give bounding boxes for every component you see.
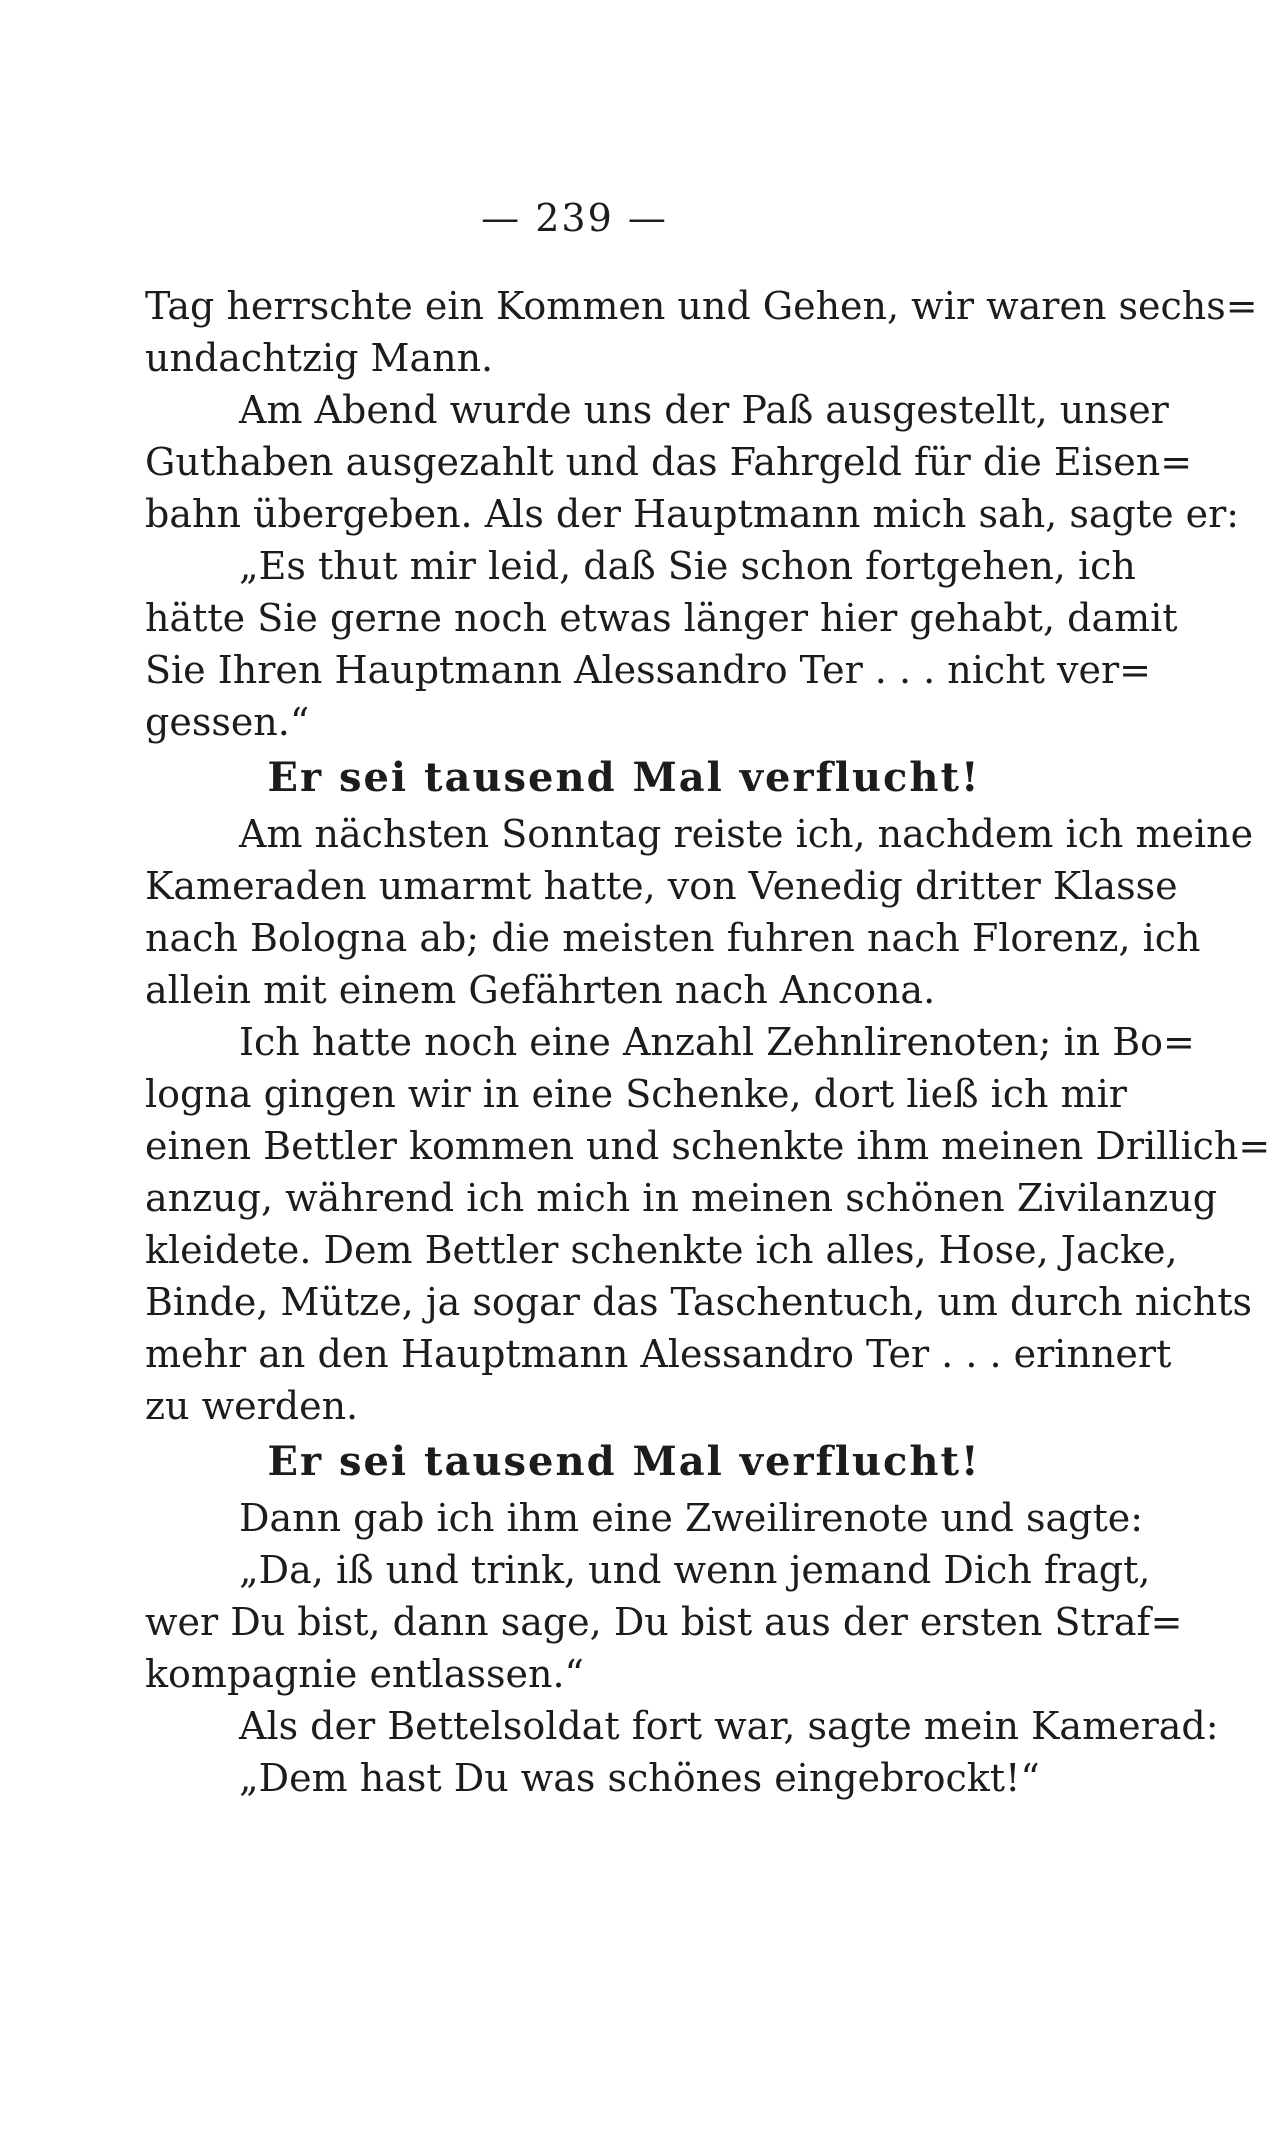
text-line: Am nächsten Sonntag reiste ich, nachdem ich meine — [239, 812, 1254, 856]
text-line: bahn übergeben. Als der Hauptmann mich sah, sagte er: — [145, 492, 1240, 536]
text-line: mehr an den Hauptmann Alessandro Ter . . . erinnert — [145, 1332, 1172, 1376]
text-line: Als der Bettelsoldat fort war, sagte mein Kamerad: — [239, 1704, 1219, 1748]
page-number: — 239 — — [481, 196, 668, 240]
text-line: Kameraden umarmt hatte, von Venedig dritter Klasse — [145, 864, 1178, 908]
text-line: „Es thut mir leid, daß Sie schon fortgehen, ich — [239, 544, 1136, 588]
text-line: anzug, während ich mich in meinen schönen Zivilanzug — [145, 1176, 1218, 1220]
text-line: hätte Sie gerne noch etwas länger hier gehabt, damit — [145, 596, 1178, 640]
text-line: kleidete. Dem Bettler schenkte ich alles, Hose, Jacke, — [145, 1228, 1178, 1272]
text-line: einen Bettler kommen und schenkte ihm meinen Drillich= — [145, 1124, 1270, 1168]
text-line: „Dem hast Du was schönes eingebrockt!“ — [239, 1756, 1040, 1800]
text-line: kompagnie entlassen.“ — [145, 1652, 584, 1696]
text-line: Sie Ihren Hauptmann Alessandro Ter . . . nicht ver= — [145, 648, 1151, 692]
text-line: logna gingen wir in eine Schenke, dort ließ ich mir — [145, 1072, 1127, 1116]
page-body — [145, 280, 1270, 1804]
text-line: wer Du bist, dann sage, Du bist aus der ersten Straf= — [145, 1600, 1183, 1644]
text-line: zu werden. — [145, 1384, 359, 1428]
text-line: allein mit einem Gefährten nach Ancona. — [145, 968, 936, 1012]
text-line: Binde, Mütze, ja sogar das Taschentuch, um durch nichts — [145, 1280, 1252, 1324]
text-line: Tag herrschte ein Kommen und Gehen, wir waren sechs= — [145, 284, 1258, 328]
section-heading: Er sei tausend Mal verflucht! — [267, 1438, 981, 1485]
text-line: Guthaben ausgezahlt und das Fahrgeld für die Eisen= — [145, 440, 1193, 484]
text-line: Ich hatte noch eine Anzahl Zehnlirenoten; in Bo= — [239, 1020, 1195, 1064]
text-line: Dann gab ich ihm eine Zweilirenote und sagte: — [239, 1496, 1144, 1540]
text-line: nach Bologna ab; die meisten fuhren nach Florenz, ich — [145, 916, 1201, 960]
text-line: Am Abend wurde uns der Paß ausgestellt, unser — [239, 388, 1169, 432]
text-line: gessen.“ — [145, 700, 310, 744]
text-line: undachtzig Mann. — [145, 336, 494, 380]
section-heading: Er sei tausend Mal verflucht! — [267, 754, 981, 801]
text-line: „Da, iß und trink, und wenn jemand Dich fragt, — [239, 1548, 1151, 1592]
